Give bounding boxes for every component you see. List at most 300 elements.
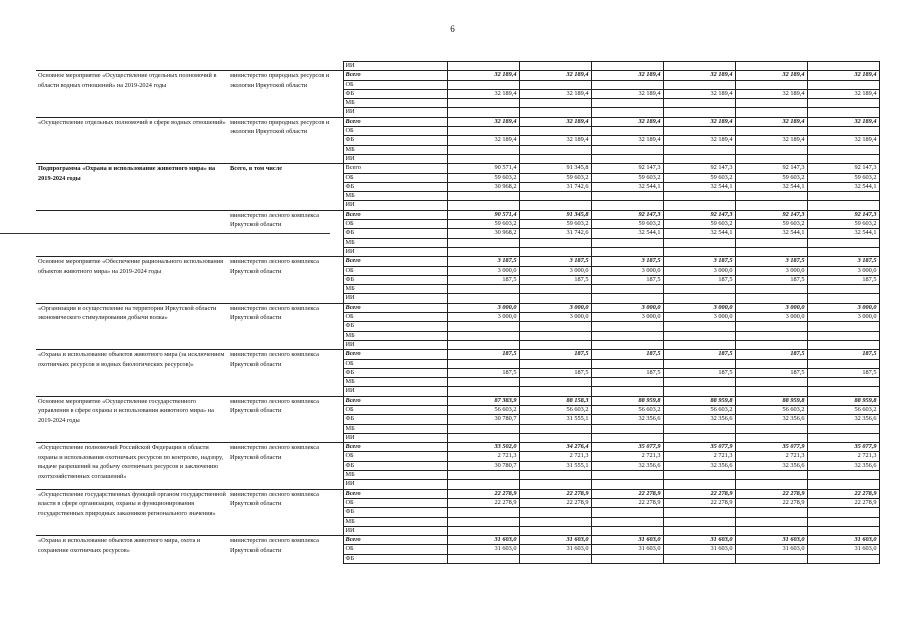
funding-source: ФБ [343,182,447,191]
year-value-2: 59 603,2 [519,173,591,182]
year-value-5: 3 000,0 [735,266,807,275]
year-value-6: 2 721,3 [807,452,879,461]
year-value-3 [591,331,663,340]
funding-source: ОБ [343,452,447,461]
year-value-2: 3 000,0 [519,313,591,322]
year-value-6: 32 189,4 [807,89,879,98]
year-value-1: 30 968,2 [447,229,519,238]
year-value-1: 33 502,0 [447,443,519,452]
table-row [36,210,879,219]
year-value-1: 187,5 [447,350,519,359]
year-value-6 [807,145,879,154]
year-value-4 [663,322,735,331]
year-value-1 [447,62,519,71]
funding-source: ИИ [343,294,447,303]
year-value-4 [663,517,735,526]
year-value-6: 56 603,2 [807,405,879,414]
year-value-1 [447,285,519,294]
year-value-5 [735,145,807,154]
year-value-6 [807,554,879,563]
year-value-3: 92 147,3 [591,210,663,219]
year-value-3 [591,285,663,294]
responsible-executor: министерство природных ресурсов и экологии Иркутской области [228,71,343,117]
year-value-5 [735,340,807,349]
year-value-3: 3 000,0 [591,303,663,312]
year-value-3: 22 278,9 [591,498,663,507]
year-value-1 [447,238,519,247]
year-value-4: 32 544,1 [663,229,735,238]
funding-source: МБ [343,471,447,480]
year-value-2: 3 187,5 [519,257,591,266]
year-value-6: 3 000,0 [807,266,879,275]
year-value-2: 91 345,8 [519,164,591,173]
year-value-4 [663,145,735,154]
year-value-1: 30 780,7 [447,461,519,470]
funding-source: ИИ [343,154,447,163]
year-value-4: 3 187,5 [663,257,735,266]
funding-source: ОБ [343,545,447,554]
year-value-2 [519,433,591,442]
year-value-4: 32 189,4 [663,89,735,98]
year-value-5 [735,294,807,303]
year-value-3: 59 603,2 [591,220,663,229]
year-value-1 [447,145,519,154]
year-value-4 [663,387,735,396]
year-value-1: 87 383,9 [447,396,519,405]
year-value-2 [519,471,591,480]
year-value-3 [591,508,663,517]
year-value-2 [519,154,591,163]
year-value-6: 32 356,6 [807,461,879,470]
row-description: «Организация и осуществление на территории Иркутской области экономического стимулирования добычи волка» [36,303,228,349]
year-value-5: 32 356,6 [735,461,807,470]
year-value-6: 32 189,4 [807,136,879,145]
year-value-3 [591,62,663,71]
year-value-1 [447,99,519,108]
year-value-4 [663,554,735,563]
year-value-5 [735,238,807,247]
year-value-2 [519,359,591,368]
year-value-2 [519,99,591,108]
row-description: «Осуществление государственных функций органом государственной власти в сфере организации, охраны и функционирования государственных природных заказников регионального значения» [36,489,228,535]
year-value-3 [591,247,663,256]
year-value-1 [447,80,519,89]
responsible-executor: министерство лесного комплекса Иркутской области [228,443,343,489]
year-value-6 [807,517,879,526]
year-value-3: 187,5 [591,350,663,359]
year-value-5: 32 189,4 [735,117,807,126]
blank-cell [36,62,343,71]
row-description: Основное мероприятие «Осуществление отдельных полномочий в области водных отношений» на 2019-2024 годы [36,71,228,117]
year-value-4 [663,471,735,480]
funding-source: МБ [343,378,447,387]
funding-source: ФБ [343,461,447,470]
year-value-2: 32 189,4 [519,117,591,126]
year-value-5 [735,247,807,256]
funding-source: ИИ [343,62,447,71]
year-value-1 [447,294,519,303]
table-row [36,62,879,71]
year-value-4 [663,127,735,136]
year-value-4 [663,154,735,163]
year-value-5 [735,526,807,535]
year-value-4: 31 603,0 [663,536,735,545]
funding-source: ИИ [343,480,447,489]
year-value-6: 3 187,5 [807,257,879,266]
year-value-4 [663,331,735,340]
year-value-3: 35 077,9 [591,443,663,452]
year-value-2 [519,108,591,117]
funding-source: Всего [343,257,447,266]
year-value-5 [735,359,807,368]
year-value-1: 30 968,2 [447,182,519,191]
funding-source: МБ [343,424,447,433]
year-value-3: 187,5 [591,368,663,377]
year-value-6 [807,471,879,480]
year-value-1 [447,508,519,517]
year-value-3: 32 189,4 [591,117,663,126]
year-value-6 [807,433,879,442]
year-value-4 [663,340,735,349]
year-value-4: 92 147,3 [663,164,735,173]
year-value-2 [519,517,591,526]
year-value-3: 187,5 [591,275,663,284]
year-value-1 [447,359,519,368]
funding-source: ИИ [343,340,447,349]
year-value-6 [807,526,879,535]
year-value-3 [591,322,663,331]
year-value-2: 32 189,4 [519,89,591,98]
year-value-6 [807,331,879,340]
year-value-1: 2 721,3 [447,452,519,461]
table-row [36,396,879,405]
year-value-6: 3 000,0 [807,303,879,312]
year-value-2 [519,294,591,303]
year-value-5: 3 000,0 [735,303,807,312]
year-value-6 [807,80,879,89]
year-value-4 [663,285,735,294]
funding-source: ФБ [343,508,447,517]
year-value-5: 22 278,9 [735,498,807,507]
year-value-1 [447,517,519,526]
year-value-6: 187,5 [807,275,879,284]
year-value-4: 56 603,2 [663,405,735,414]
responsible-executor: министерство лесного комплекса Иркутской области [228,536,343,564]
year-value-2: 22 278,9 [519,489,591,498]
year-value-3 [591,387,663,396]
year-value-2: 187,5 [519,350,591,359]
year-value-2 [519,387,591,396]
funding-source: ОБ [343,266,447,275]
year-value-3: 88 959,8 [591,396,663,405]
year-value-3 [591,424,663,433]
responsible-executor: министерство лесного комплекса Иркутской области [228,303,343,349]
year-value-6: 3 000,0 [807,313,879,322]
year-value-1: 32 189,4 [447,71,519,80]
year-value-3 [591,192,663,201]
responsible-executor: министерство лесного комплекса Иркутской области [228,396,343,442]
year-value-2 [519,80,591,89]
year-value-1: 30 780,7 [447,415,519,424]
year-value-6 [807,154,879,163]
year-value-4 [663,247,735,256]
funding-source: МБ [343,517,447,526]
budget-table [36,61,880,564]
funding-source: Всего [343,210,447,219]
funding-source: ОБ [343,313,447,322]
year-value-6 [807,108,879,117]
year-value-5: 35 077,9 [735,443,807,452]
year-value-3: 3 000,0 [591,313,663,322]
year-value-5 [735,127,807,136]
year-value-5: 187,5 [735,368,807,377]
year-value-5 [735,471,807,480]
year-value-4: 35 077,9 [663,443,735,452]
year-value-4: 3 000,0 [663,266,735,275]
funding-source: ИИ [343,526,447,535]
year-value-5: 2 721,3 [735,452,807,461]
year-value-6: 22 278,9 [807,489,879,498]
year-value-6 [807,62,879,71]
funding-source: ФБ [343,89,447,98]
funding-source: ФБ [343,229,447,238]
year-value-5 [735,322,807,331]
year-value-1 [447,433,519,442]
year-value-3: 22 278,9 [591,489,663,498]
year-value-1 [447,247,519,256]
funding-source: ОБ [343,359,447,368]
year-value-2: 3 000,0 [519,303,591,312]
year-value-1: 187,5 [447,368,519,377]
year-value-1: 56 603,2 [447,405,519,414]
year-value-2: 31 742,6 [519,229,591,238]
funding-source: МБ [343,145,447,154]
year-value-6 [807,192,879,201]
table-row [36,443,879,452]
year-value-4: 187,5 [663,350,735,359]
year-value-3 [591,154,663,163]
year-value-2: 88 158,3 [519,396,591,405]
year-value-4: 59 603,2 [663,173,735,182]
table-row [36,489,879,498]
funding-source: Всего [343,71,447,80]
year-value-2 [519,340,591,349]
year-value-6: 35 077,9 [807,443,879,452]
table-row [36,257,879,266]
year-value-4 [663,62,735,71]
funding-source: ОБ [343,80,447,89]
funding-source: МБ [343,192,447,201]
funding-source: МБ [343,331,447,340]
page-number: 6 [450,24,455,34]
funding-source: ИИ [343,433,447,442]
funding-source: ОБ [343,220,447,229]
year-value-3: 32 189,4 [591,71,663,80]
year-value-2 [519,127,591,136]
year-value-5: 187,5 [735,275,807,284]
year-value-2: 3 000,0 [519,266,591,275]
year-value-1 [447,480,519,489]
year-value-3 [591,480,663,489]
year-value-6: 88 959,8 [807,396,879,405]
funding-source: Всего [343,117,447,126]
year-value-1: 90 571,4 [447,164,519,173]
year-value-4 [663,359,735,368]
year-value-1 [447,424,519,433]
year-value-3 [591,127,663,136]
year-value-5: 56 603,2 [735,405,807,414]
year-value-6 [807,285,879,294]
year-value-1: 31 603,0 [447,536,519,545]
year-value-4: 32 356,6 [663,415,735,424]
year-value-2 [519,322,591,331]
year-value-2: 187,5 [519,275,591,284]
year-value-4 [663,424,735,433]
row-description: «Охрана и использование объектов животного мира, охота и сохранение охотничьих ресурсов» [36,536,228,564]
funding-source: ИИ [343,387,447,396]
year-value-3: 59 603,2 [591,173,663,182]
year-value-5: 3 000,0 [735,313,807,322]
year-value-5: 32 544,1 [735,182,807,191]
year-value-5 [735,201,807,210]
year-value-2: 31 603,0 [519,545,591,554]
table-row [36,71,879,80]
year-value-4: 187,5 [663,275,735,284]
year-value-5 [735,433,807,442]
year-value-4: 3 000,0 [663,313,735,322]
year-value-2: 31 742,6 [519,182,591,191]
year-value-4 [663,378,735,387]
year-value-6 [807,480,879,489]
year-value-1: 59 603,2 [447,220,519,229]
year-value-3 [591,517,663,526]
year-value-1: 31 603,0 [447,545,519,554]
year-value-3 [591,145,663,154]
funding-source: Всего [343,396,447,405]
year-value-5: 22 278,9 [735,489,807,498]
year-value-6 [807,127,879,136]
year-value-2: 187,5 [519,368,591,377]
year-value-4: 88 959,8 [663,396,735,405]
year-value-1 [447,154,519,163]
year-value-4 [663,238,735,247]
year-value-6: 32 189,4 [807,71,879,80]
year-value-5 [735,285,807,294]
year-value-3: 56 603,2 [591,405,663,414]
year-value-5 [735,424,807,433]
row-description: Подпрограмма «Охрана и использование животного мира» на 2019-2024 годы [36,164,228,210]
year-value-5: 32 544,1 [735,229,807,238]
year-value-4: 31 603,0 [663,545,735,554]
year-value-2 [519,192,591,201]
year-value-1 [447,387,519,396]
year-value-1 [447,322,519,331]
funding-source: МБ [343,238,447,247]
year-value-2: 32 189,4 [519,136,591,145]
responsible-executor: министерство природных ресурсов и экологии Иркутской области [228,117,343,163]
year-value-1: 90 571,4 [447,210,519,219]
year-value-6: 187,5 [807,350,879,359]
year-value-5: 31 603,0 [735,545,807,554]
year-value-3 [591,238,663,247]
year-value-4: 92 147,3 [663,210,735,219]
row-description: «Осуществление отдельных полномочий в сфере водных отношений» [36,117,228,163]
year-value-6 [807,247,879,256]
funding-source: ФБ [343,415,447,424]
funding-source: ОБ [343,173,447,182]
funding-source: ИИ [343,201,447,210]
year-value-2: 34 276,4 [519,443,591,452]
year-value-2 [519,201,591,210]
year-value-1 [447,201,519,210]
year-value-4: 32 189,4 [663,136,735,145]
table-row [36,303,879,312]
year-value-3 [591,359,663,368]
year-value-1: 59 603,2 [447,173,519,182]
year-value-6 [807,387,879,396]
year-value-4 [663,508,735,517]
year-value-1: 3 000,0 [447,303,519,312]
year-value-4 [663,480,735,489]
funding-source: Всего [343,350,447,359]
responsible-executor: министерство лесного комплекса Иркутской области [228,350,343,396]
year-value-3 [591,99,663,108]
year-value-6 [807,322,879,331]
year-value-6 [807,378,879,387]
year-value-3: 32 544,1 [591,229,663,238]
funding-source: ОБ [343,405,447,414]
year-value-3 [591,554,663,563]
year-value-3 [591,294,663,303]
year-value-6: 32 544,1 [807,229,879,238]
year-value-5 [735,331,807,340]
year-value-5 [735,387,807,396]
year-value-4: 32 189,4 [663,117,735,126]
funding-source: ИИ [343,108,447,117]
table-row [36,117,879,126]
year-value-4: 59 603,2 [663,220,735,229]
table-body [36,62,879,564]
year-value-4 [663,192,735,201]
year-value-2: 31 603,0 [519,536,591,545]
year-value-3 [591,471,663,480]
year-value-5: 92 147,3 [735,164,807,173]
row-description: Основное мероприятие «Обеспечение рационального использования объектов животного мира» на 2019-2024 годы [36,257,228,303]
year-value-5 [735,517,807,526]
year-value-5: 59 603,2 [735,173,807,182]
year-value-3 [591,80,663,89]
row-description: «Осуществление полномочий Российской Федерации в области охраны и использования охотничьих ресурсов по контролю, надзору, выдаче разрешений на добычу охотничьих ресурсов и заключению охотхозяйственных соглашений» [36,443,228,489]
year-value-2: 22 278,9 [519,498,591,507]
year-value-5: 31 603,0 [735,536,807,545]
year-value-2: 2 721,3 [519,452,591,461]
year-value-6 [807,238,879,247]
year-value-2 [519,238,591,247]
year-value-6 [807,424,879,433]
year-value-3: 2 721,3 [591,452,663,461]
funding-source: МБ [343,99,447,108]
year-value-3: 3 000,0 [591,266,663,275]
funding-source: Всего [343,536,447,545]
year-value-3 [591,526,663,535]
year-value-1: 22 278,9 [447,489,519,498]
year-value-4 [663,80,735,89]
year-value-5 [735,62,807,71]
year-value-3: 31 603,0 [591,545,663,554]
funding-source: ФБ [343,368,447,377]
year-value-1: 3 000,0 [447,266,519,275]
year-value-1 [447,127,519,136]
